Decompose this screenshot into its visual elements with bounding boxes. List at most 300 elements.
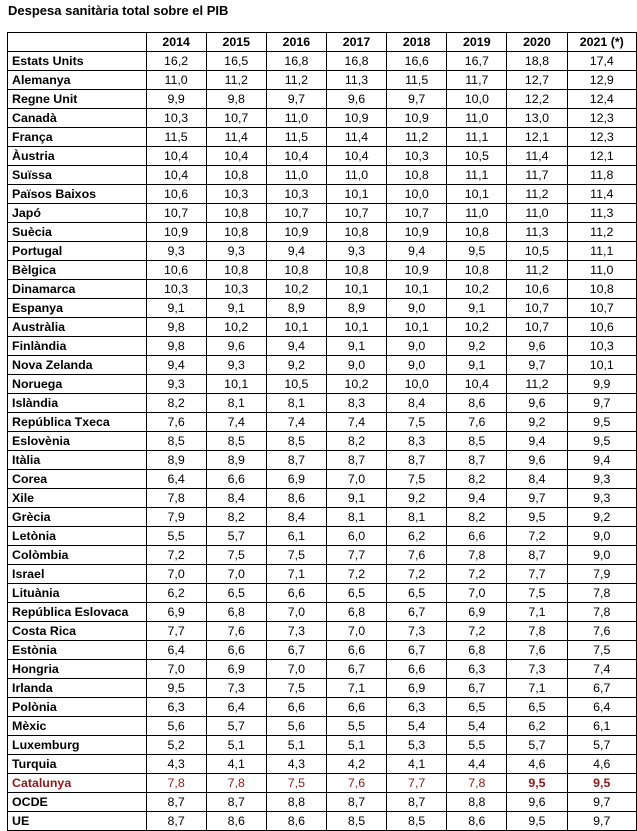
value-cell: 8,7 xyxy=(326,451,386,470)
header-row xyxy=(8,33,637,52)
value-cell: 8,8 xyxy=(266,793,326,812)
value-cell: 16,7 xyxy=(447,52,507,71)
value-cell: 12,7 xyxy=(507,71,567,90)
row-label: Estònia xyxy=(8,641,147,660)
value-cell: 9,1 xyxy=(206,299,266,318)
header-cell-year: 2015 xyxy=(206,33,266,52)
value-cell: 7,0 xyxy=(447,584,507,603)
value-cell: 7,9 xyxy=(146,508,206,527)
value-cell: 11,3 xyxy=(326,71,386,90)
value-cell: 6,9 xyxy=(146,603,206,622)
value-cell: 8,2 xyxy=(206,508,266,527)
value-cell: 9,0 xyxy=(567,527,636,546)
value-cell: 7,6 xyxy=(206,622,266,641)
value-cell: 7,5 xyxy=(266,546,326,565)
value-cell: 5,4 xyxy=(447,717,507,736)
value-cell: 9,3 xyxy=(146,242,206,261)
row-label: Mèxic xyxy=(8,717,147,736)
value-cell: 18,8 xyxy=(507,52,567,71)
value-cell: 9,4 xyxy=(567,451,636,470)
value-cell: 9,4 xyxy=(387,242,447,261)
table-container xyxy=(7,32,637,831)
value-cell: 7,3 xyxy=(206,679,266,698)
value-cell: 9,4 xyxy=(266,242,326,261)
value-cell: 8,7 xyxy=(146,793,206,812)
table-row xyxy=(8,489,637,508)
value-cell: 8,1 xyxy=(266,394,326,413)
value-cell: 10,3 xyxy=(266,185,326,204)
value-cell: 8,1 xyxy=(387,508,447,527)
value-cell: 10,8 xyxy=(206,261,266,280)
value-cell: 11,0 xyxy=(447,109,507,128)
value-cell: 9,0 xyxy=(387,356,447,375)
value-cell: 9,5 xyxy=(507,774,567,793)
value-cell: 7,4 xyxy=(567,660,636,679)
value-cell: 10,6 xyxy=(507,280,567,299)
value-cell: 6,6 xyxy=(326,698,386,717)
value-cell: 8,2 xyxy=(447,508,507,527)
row-label: Dinamarca xyxy=(8,280,147,299)
table-row xyxy=(8,413,637,432)
value-cell: 7,0 xyxy=(146,565,206,584)
row-label: Turquia xyxy=(8,755,147,774)
header-cell-year: 2019 xyxy=(447,33,507,52)
value-cell: 5,5 xyxy=(447,736,507,755)
value-cell: 7,8 xyxy=(146,774,206,793)
value-cell: 12,3 xyxy=(567,109,636,128)
value-cell: 5,6 xyxy=(266,717,326,736)
row-label: Islàndia xyxy=(8,394,147,413)
value-cell: 9,0 xyxy=(387,337,447,356)
table-row xyxy=(8,128,637,147)
value-cell: 9,2 xyxy=(266,356,326,375)
table-row xyxy=(8,375,637,394)
value-cell: 6,6 xyxy=(206,470,266,489)
row-label: França xyxy=(8,128,147,147)
value-cell: 5,5 xyxy=(326,717,386,736)
table-row xyxy=(8,71,637,90)
value-cell: 4,2 xyxy=(326,755,386,774)
value-cell: 6,0 xyxy=(326,527,386,546)
value-cell: 8,4 xyxy=(266,508,326,527)
row-label: República Txeca xyxy=(8,413,147,432)
value-cell: 10,7 xyxy=(507,318,567,337)
value-cell: 7,1 xyxy=(326,679,386,698)
row-label: Nova Zelanda xyxy=(8,356,147,375)
value-cell: 10,5 xyxy=(447,147,507,166)
table-row xyxy=(8,280,637,299)
value-cell: 7,6 xyxy=(146,413,206,432)
value-cell: 7,5 xyxy=(507,584,567,603)
table-row xyxy=(8,793,637,812)
value-cell: 6,7 xyxy=(447,679,507,698)
value-cell: 6,7 xyxy=(326,660,386,679)
value-cell: 10,1 xyxy=(326,280,386,299)
value-cell: 6,5 xyxy=(326,584,386,603)
row-label: OCDE xyxy=(8,793,147,812)
value-cell: 5,4 xyxy=(387,717,447,736)
value-cell: 6,4 xyxy=(567,698,636,717)
value-cell: 6,6 xyxy=(206,641,266,660)
value-cell: 10,6 xyxy=(146,261,206,280)
value-cell: 10,5 xyxy=(507,242,567,261)
table-row xyxy=(8,660,637,679)
value-cell: 9,6 xyxy=(507,451,567,470)
value-cell: 8,5 xyxy=(447,432,507,451)
value-cell: 4,1 xyxy=(387,755,447,774)
value-cell: 7,8 xyxy=(447,546,507,565)
value-cell: 10,0 xyxy=(447,90,507,109)
value-cell: 5,1 xyxy=(326,736,386,755)
value-cell: 9,3 xyxy=(326,242,386,261)
row-label: Israel xyxy=(8,565,147,584)
value-cell: 6,6 xyxy=(266,698,326,717)
value-cell: 11,7 xyxy=(507,166,567,185)
value-cell: 7,8 xyxy=(567,584,636,603)
table-row xyxy=(8,717,637,736)
value-cell: 10,2 xyxy=(206,318,266,337)
value-cell: 11,4 xyxy=(507,147,567,166)
value-cell: 9,7 xyxy=(567,812,636,831)
value-cell: 6,9 xyxy=(447,603,507,622)
value-cell: 10,3 xyxy=(146,280,206,299)
table-row xyxy=(8,527,637,546)
table-row xyxy=(8,356,637,375)
value-cell: 7,2 xyxy=(447,565,507,584)
value-cell: 11,5 xyxy=(266,128,326,147)
row-label: Irlanda xyxy=(8,679,147,698)
value-cell: 7,7 xyxy=(387,774,447,793)
value-cell: 10,8 xyxy=(387,166,447,185)
value-cell: 11,2 xyxy=(266,71,326,90)
value-cell: 4,3 xyxy=(266,755,326,774)
value-cell: 6,4 xyxy=(206,698,266,717)
table-body xyxy=(8,52,637,831)
value-cell: 9,1 xyxy=(326,337,386,356)
table-row xyxy=(8,546,637,565)
value-cell: 10,1 xyxy=(387,318,447,337)
value-cell: 9,6 xyxy=(507,337,567,356)
value-cell: 10,0 xyxy=(387,375,447,394)
row-label: Xile xyxy=(8,489,147,508)
value-cell: 11,0 xyxy=(266,166,326,185)
value-cell: 7,0 xyxy=(326,622,386,641)
value-cell: 9,3 xyxy=(206,242,266,261)
value-cell: 11,2 xyxy=(387,128,447,147)
header-cell-year: 2021 (*) xyxy=(567,33,636,52)
value-cell: 7,7 xyxy=(146,622,206,641)
value-cell: 6,1 xyxy=(567,717,636,736)
value-cell: 7,8 xyxy=(447,774,507,793)
value-cell: 11,0 xyxy=(567,261,636,280)
row-label: UE xyxy=(8,812,147,831)
row-label: Colòmbia xyxy=(8,546,147,565)
value-cell: 11,0 xyxy=(146,71,206,90)
table-row xyxy=(8,242,637,261)
value-cell: 10,8 xyxy=(326,261,386,280)
value-cell: 10,8 xyxy=(206,223,266,242)
value-cell: 9,5 xyxy=(146,679,206,698)
row-label: Itàlia xyxy=(8,451,147,470)
value-cell: 7,1 xyxy=(266,565,326,584)
value-cell: 6,3 xyxy=(387,698,447,717)
value-cell: 9,6 xyxy=(507,394,567,413)
value-cell: 10,3 xyxy=(387,147,447,166)
value-cell: 10,1 xyxy=(447,185,507,204)
value-cell: 9,4 xyxy=(447,489,507,508)
row-label: Portugal xyxy=(8,242,147,261)
header-cell-country xyxy=(8,33,147,52)
value-cell: 8,9 xyxy=(266,299,326,318)
value-cell: 6,8 xyxy=(326,603,386,622)
value-cell: 8,3 xyxy=(326,394,386,413)
value-cell: 6,9 xyxy=(387,679,447,698)
value-cell: 9,9 xyxy=(567,375,636,394)
value-cell: 11,1 xyxy=(447,166,507,185)
value-cell: 6,6 xyxy=(447,527,507,546)
value-cell: 5,7 xyxy=(206,717,266,736)
value-cell: 4,4 xyxy=(447,755,507,774)
value-cell: 6,1 xyxy=(266,527,326,546)
value-cell: 8,7 xyxy=(387,451,447,470)
value-cell: 10,6 xyxy=(146,185,206,204)
value-cell: 6,6 xyxy=(266,584,326,603)
value-cell: 9,6 xyxy=(206,337,266,356)
row-label: Suïssa xyxy=(8,166,147,185)
value-cell: 5,6 xyxy=(146,717,206,736)
row-label: Canadà xyxy=(8,109,147,128)
value-cell: 9,8 xyxy=(206,90,266,109)
value-cell: 7,0 xyxy=(326,470,386,489)
value-cell: 9,6 xyxy=(326,90,386,109)
value-cell: 7,2 xyxy=(387,565,447,584)
table-row xyxy=(8,147,637,166)
row-label: Àustria xyxy=(8,147,147,166)
value-cell: 11,2 xyxy=(567,223,636,242)
value-cell: 8,9 xyxy=(206,451,266,470)
value-cell: 8,1 xyxy=(206,394,266,413)
value-cell: 8,2 xyxy=(447,470,507,489)
table-row xyxy=(8,337,637,356)
value-cell: 9,0 xyxy=(387,299,447,318)
value-cell: 11,2 xyxy=(206,71,266,90)
value-cell: 7,2 xyxy=(326,565,386,584)
value-cell: 10,5 xyxy=(266,375,326,394)
value-cell: 6,7 xyxy=(567,679,636,698)
value-cell: 10,8 xyxy=(266,261,326,280)
row-label: Bèlgica xyxy=(8,261,147,280)
value-cell: 7,6 xyxy=(326,774,386,793)
table-row xyxy=(8,432,637,451)
value-cell: 10,0 xyxy=(387,185,447,204)
value-cell: 7,3 xyxy=(266,622,326,641)
value-cell: 10,1 xyxy=(326,318,386,337)
value-cell: 9,1 xyxy=(447,299,507,318)
value-cell: 4,3 xyxy=(146,755,206,774)
value-cell: 5,2 xyxy=(146,736,206,755)
header-cell-year: 2020 xyxy=(507,33,567,52)
value-cell: 5,5 xyxy=(146,527,206,546)
table-row xyxy=(8,394,637,413)
value-cell: 9,3 xyxy=(567,470,636,489)
value-cell: 6,5 xyxy=(507,698,567,717)
value-cell: 7,7 xyxy=(326,546,386,565)
table-row xyxy=(8,223,637,242)
value-cell: 5,1 xyxy=(266,736,326,755)
value-cell: 11,2 xyxy=(507,261,567,280)
header-cell-year: 2014 xyxy=(146,33,206,52)
value-cell: 10,7 xyxy=(266,204,326,223)
table-row xyxy=(8,584,637,603)
value-cell: 8,4 xyxy=(387,394,447,413)
value-cell: 9,7 xyxy=(266,90,326,109)
table-row xyxy=(8,166,637,185)
value-cell: 16,6 xyxy=(387,52,447,71)
value-cell: 5,1 xyxy=(206,736,266,755)
value-cell: 8,5 xyxy=(146,432,206,451)
value-cell: 10,1 xyxy=(387,280,447,299)
value-cell: 7,4 xyxy=(266,413,326,432)
value-cell: 7,6 xyxy=(387,546,447,565)
value-cell: 5,7 xyxy=(507,736,567,755)
value-cell: 9,2 xyxy=(567,508,636,527)
value-cell: 10,7 xyxy=(507,299,567,318)
value-cell: 11,1 xyxy=(567,242,636,261)
value-cell: 7,1 xyxy=(507,679,567,698)
value-cell: 11,0 xyxy=(507,204,567,223)
value-cell: 8,7 xyxy=(507,546,567,565)
value-cell: 10,1 xyxy=(206,375,266,394)
value-cell: 6,4 xyxy=(146,470,206,489)
value-cell: 7,5 xyxy=(387,470,447,489)
value-cell: 5,7 xyxy=(567,736,636,755)
value-cell: 7,0 xyxy=(146,660,206,679)
row-label: Luxemburg xyxy=(8,736,147,755)
value-cell: 7,2 xyxy=(146,546,206,565)
value-cell: 10,3 xyxy=(206,185,266,204)
value-cell: 10,2 xyxy=(326,375,386,394)
value-cell: 7,5 xyxy=(266,679,326,698)
table-row xyxy=(8,299,637,318)
value-cell: 9,3 xyxy=(567,489,636,508)
value-cell: 9,3 xyxy=(206,356,266,375)
value-cell: 5,7 xyxy=(206,527,266,546)
value-cell: 10,8 xyxy=(447,223,507,242)
value-cell: 9,2 xyxy=(387,489,447,508)
table-row xyxy=(8,755,637,774)
value-cell: 7,9 xyxy=(567,565,636,584)
value-cell: 8,7 xyxy=(266,451,326,470)
value-cell: 8,6 xyxy=(206,812,266,831)
row-label: Finlàndia xyxy=(8,337,147,356)
value-cell: 10,7 xyxy=(326,204,386,223)
value-cell: 7,3 xyxy=(507,660,567,679)
health-expenditure-table xyxy=(7,32,637,831)
value-cell: 11,4 xyxy=(206,128,266,147)
value-cell: 8,7 xyxy=(326,793,386,812)
table-row xyxy=(8,185,637,204)
row-label: Espanya xyxy=(8,299,147,318)
value-cell: 9,1 xyxy=(146,299,206,318)
value-cell: 10,1 xyxy=(326,185,386,204)
value-cell: 9,5 xyxy=(447,242,507,261)
table-row xyxy=(8,812,637,831)
value-cell: 4,1 xyxy=(206,755,266,774)
value-cell: 7,2 xyxy=(447,622,507,641)
value-cell: 9,7 xyxy=(567,394,636,413)
value-cell: 10,2 xyxy=(447,280,507,299)
value-cell: 6,7 xyxy=(387,603,447,622)
value-cell: 10,4 xyxy=(447,375,507,394)
value-cell: 10,6 xyxy=(567,318,636,337)
value-cell: 12,1 xyxy=(567,147,636,166)
value-cell: 6,8 xyxy=(447,641,507,660)
table-row xyxy=(8,451,637,470)
value-cell: 9,7 xyxy=(507,489,567,508)
value-cell: 9,0 xyxy=(567,546,636,565)
value-cell: 6,5 xyxy=(387,584,447,603)
value-cell: 16,5 xyxy=(206,52,266,71)
value-cell: 10,3 xyxy=(146,109,206,128)
page-title: Despesa sanitària total sobre el PIB xyxy=(8,3,229,18)
table-row xyxy=(8,736,637,755)
value-cell: 9,9 xyxy=(146,90,206,109)
row-label: Polònia xyxy=(8,698,147,717)
value-cell: 7,2 xyxy=(507,527,567,546)
value-cell: 10,9 xyxy=(266,223,326,242)
value-cell: 7,5 xyxy=(266,774,326,793)
value-cell: 4,6 xyxy=(567,755,636,774)
value-cell: 9,3 xyxy=(146,375,206,394)
table-row xyxy=(8,565,637,584)
value-cell: 7,0 xyxy=(266,603,326,622)
value-cell: 8,9 xyxy=(146,451,206,470)
table-row xyxy=(8,508,637,527)
value-cell: 6,8 xyxy=(206,603,266,622)
value-cell: 7,8 xyxy=(507,622,567,641)
value-cell: 10,9 xyxy=(326,109,386,128)
value-cell: 9,8 xyxy=(146,318,206,337)
value-cell: 9,8 xyxy=(146,337,206,356)
value-cell: 12,2 xyxy=(507,90,567,109)
row-label: Catalunya xyxy=(8,774,147,793)
value-cell: 10,9 xyxy=(146,223,206,242)
value-cell: 6,6 xyxy=(326,641,386,660)
value-cell: 11,3 xyxy=(507,223,567,242)
table-row xyxy=(8,679,637,698)
value-cell: 11,4 xyxy=(567,185,636,204)
value-cell: 10,7 xyxy=(567,299,636,318)
value-cell: 8,5 xyxy=(206,432,266,451)
value-cell: 7,8 xyxy=(567,603,636,622)
value-cell: 6,3 xyxy=(447,660,507,679)
row-label: Eslovènia xyxy=(8,432,147,451)
value-cell: 7,5 xyxy=(206,546,266,565)
value-cell: 10,7 xyxy=(146,204,206,223)
value-cell: 11,0 xyxy=(326,166,386,185)
value-cell: 8,3 xyxy=(387,432,447,451)
value-cell: 16,2 xyxy=(146,52,206,71)
value-cell: 11,2 xyxy=(507,375,567,394)
value-cell: 9,5 xyxy=(567,413,636,432)
value-cell: 8,6 xyxy=(447,394,507,413)
value-cell: 13,0 xyxy=(507,109,567,128)
value-cell: 11,0 xyxy=(266,109,326,128)
value-cell: 11,8 xyxy=(567,166,636,185)
value-cell: 10,8 xyxy=(326,223,386,242)
value-cell: 9,2 xyxy=(447,337,507,356)
table-row xyxy=(8,603,637,622)
